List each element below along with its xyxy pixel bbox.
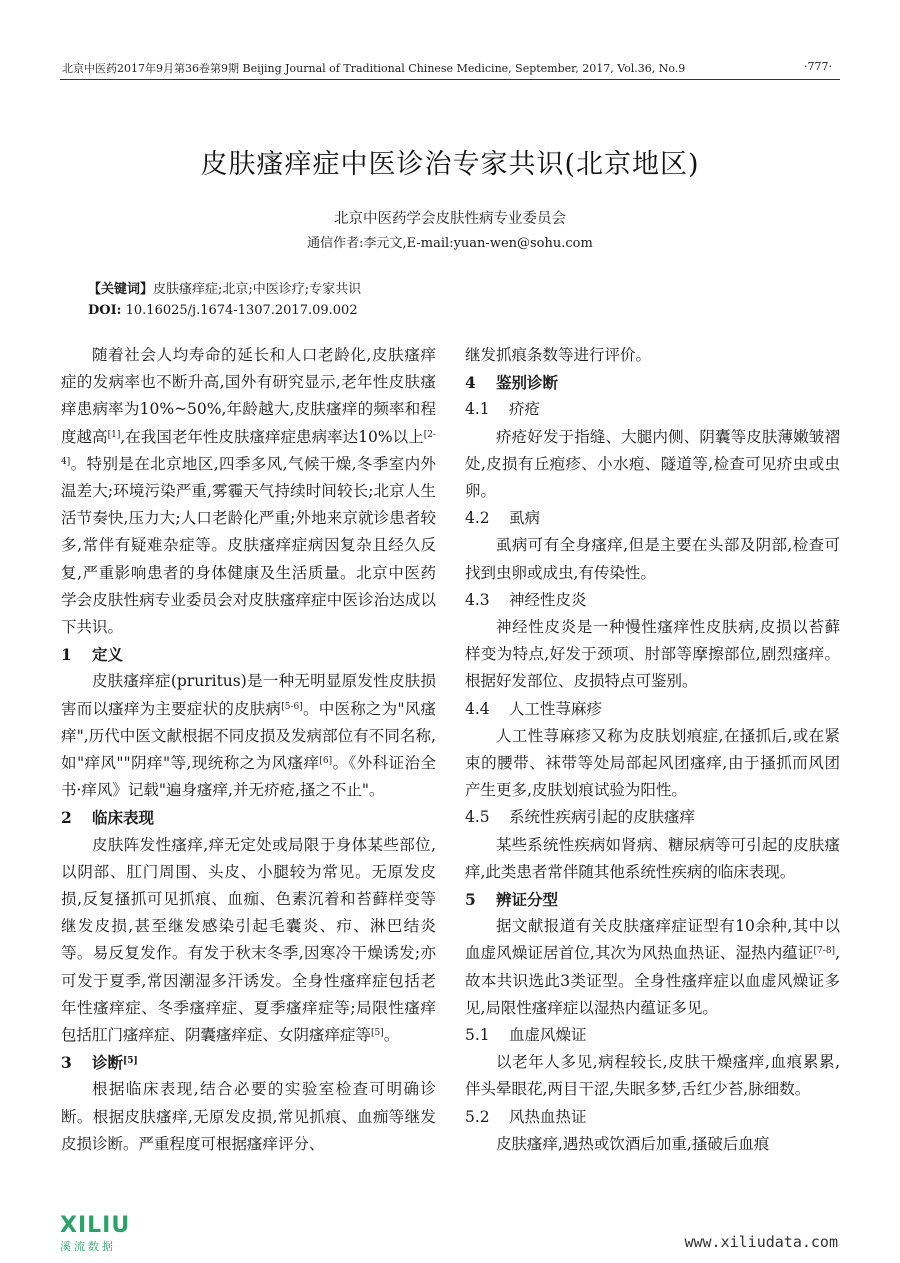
section-paragraph: 疥疮好发于指缝、大腿内侧、阴囊等皮肤薄嫩皱褶处,皮损有丘疱疹、小水疱、隧道等,检查可见疥虫或虫卵。 — [465, 427, 840, 501]
subsection-heading: 4.3 神经性皮炎 — [465, 590, 587, 609]
section-paragraph: 根据临床表现,结合必要的实验室检查可明确诊断。根据皮肤瘙痒,无原发皮损,常见抓痕、血痂等继发皮损诊断。严重程度可根据瘙痒评分、 — [61, 1080, 436, 1153]
keywords — [88, 278, 361, 297]
xiliu-logo — [60, 1213, 130, 1254]
section-paragraph: 据文献报道有关皮肤瘙痒症证型有10余种,其中以血虚风燥证居首位,其次为风热血热证、湿热内蕴证[7-8],故本共识选此3类证型。全身性瘙痒症以血虚风燥证多见,局限性瘙痒症以湿热内蕴证多见。 — [465, 917, 840, 1017]
citation: [1] — [107, 429, 121, 440]
keywords-text: 皮肤瘙痒症;北京;中医诊疗;专家共识 — [153, 282, 362, 297]
section-heading: 2 临床表现 — [61, 808, 155, 828]
section-paragraph: 皮肤瘙痒症(pruritus)是一种无明显原发性皮肤损害而以瘙痒为主要症状的皮肤病[5-6]。中医称之为"风瘙痒",历代中医文献根据不同皮损及发病部位有不同名称,如"痒风""阴痒"等,现统称之为风瘙痒[6]。《外科证治全书·痒风》记载"遍身瘙痒,并无疥疮,搔之不止"。 — [61, 672, 436, 800]
section-heading: 1 定义 — [61, 645, 124, 665]
citation: [5-6] — [281, 701, 303, 712]
page-number: ·777· — [804, 60, 832, 73]
continued-paragraph: 继发抓痕条数等进行评价。 — [465, 346, 652, 364]
section-paragraph: 皮肤瘙痒,遇热或饮酒后加重,搔破后血痕 — [496, 1134, 770, 1153]
header-rule — [60, 79, 840, 80]
section-paragraph: 虱病可有全身瘙痒,但是主要在头部及阴部,检查可找到虫卵或成虫,有传染性。 — [465, 536, 840, 582]
citation: [5] — [371, 1028, 384, 1039]
section-paragraph: 以老年人多见,病程较长,皮肤干燥瘙痒,血痕累累,伴头晕眼花,两目干涩,失眠多梦,舌红少苔,脉细数。 — [465, 1053, 840, 1099]
citation: [5] — [123, 1056, 138, 1067]
logo-text: 溪流数据 — [60, 1240, 116, 1253]
correspondence: 通信作者:李元文,E-mail:yuan-wen@sohu.com — [307, 236, 593, 251]
section-heading: 3 诊断[5] — [61, 1053, 138, 1073]
citation: [6] — [319, 756, 333, 767]
running-header: 北京中医药2017年9月第36卷第9期 Beijing Journal of Traditional Chinese Medicine, September, 2017, Vol.36, No.9 — [62, 62, 686, 75]
left-column — [61, 342, 436, 1158]
right-column — [465, 342, 840, 1158]
author-affiliation: 北京中医药学会皮肤性病专业委员会 — [334, 211, 566, 227]
section-paragraph: 神经性皮炎是一种慢性瘙痒性皮肤病,皮损以苔藓样变为特点,好发于颈项、肘部等摩擦部位,剧烈瘙痒。根据好发部位、皮损特点可鉴别。 — [465, 618, 840, 691]
doi-text: 10.16025/j.1674-1307.2017.09.002 — [125, 303, 358, 318]
subsection-heading: 4.5 系统性疾病引起的皮肤瘙痒 — [465, 808, 696, 827]
watermark-url: www.xiliudata.com — [684, 1233, 838, 1251]
doi — [88, 303, 358, 318]
paper-title: 皮肤瘙痒症中医诊治专家共识(北京地区) — [200, 149, 700, 180]
subsection-heading: 5.1 血虚风燥证 — [465, 1026, 587, 1045]
section-heading: 5 辨证分型 — [465, 890, 559, 910]
section-paragraph: 人工性荨麻疹又称为皮肤划痕症,在搔抓后,或在紧束的腰带、袜带等处局部起风团瘙痒,由于搔抓而风团产生更多,皮肤划痕试验为阳性。 — [465, 726, 840, 800]
section-paragraph: 某些系统性疾病如肾病、糖尿病等可引起的皮肤瘙痒,此类患者常伴随其他系统性疾病的临床表现。 — [465, 835, 840, 881]
subsection-heading: 4.1 疥疮 — [465, 400, 541, 419]
section-heading: 4 鉴别诊断 — [465, 373, 559, 393]
doi-label: DOI: — [88, 303, 122, 318]
logo-mark: XILIU — [60, 1213, 131, 1238]
subsection-heading: 4.4 人工性荨麻疹 — [465, 699, 603, 718]
keywords-label: 【关键词】 — [88, 282, 154, 297]
subsection-heading: 4.2 虱病 — [465, 509, 541, 528]
section-paragraph: 皮肤阵发性瘙痒,痒无定处或局限于身体某些部位,以阴部、肛门周围、头皮、小腿较为常见。无原发皮损,反复搔抓可见抓痕、血痂、色素沉着和苔藓样变等继发皮损,甚至继发感染引起毛囊炎、疖、淋巴结炎等。易反复发作。有发于秋末冬季,因寒冷干燥诱发;亦可发于夏季,常因潮湿多汗诱发。全身性瘙痒症包括老年性瘙痒症、冬季瘙痒症、夏季瘙痒症等;局限性瘙痒包括肛门瘙痒症、阴囊瘙痒症、女阴瘙痒症等[5]。 — [61, 835, 436, 1045]
citation: [7-8] — [813, 946, 836, 957]
intro-paragraph: 随着社会人均寿命的延长和人口老龄化,皮肤瘙痒症的发病率也不断升高,国外有研究显示,老年性皮肤瘙痒患病率为10%~50%,年龄越大,皮肤瘙痒的频率和程度越高[1],在我国老年性皮肤瘙痒症患病率达10%以上[2-4]。特别是在北京地区,四季多风,气候干燥,冬季室内外温差大;环境污染严重,雾霾天气持续时间较长;北京人生活节奏快,压力大;人口老龄化严重;外地来京就诊患者较多,常伴有疑难杂症等。皮肤瘙痒症病因复杂且经久反复,严重影响患者的身体健康及生活质量。北京中医药学会皮肤性病专业委员会对皮肤瘙痒症中医诊治达成以下共识。 — [61, 346, 436, 637]
subsection-heading: 5.2 风热血热证 — [465, 1107, 587, 1126]
citation: [2-4] — [61, 429, 436, 467]
